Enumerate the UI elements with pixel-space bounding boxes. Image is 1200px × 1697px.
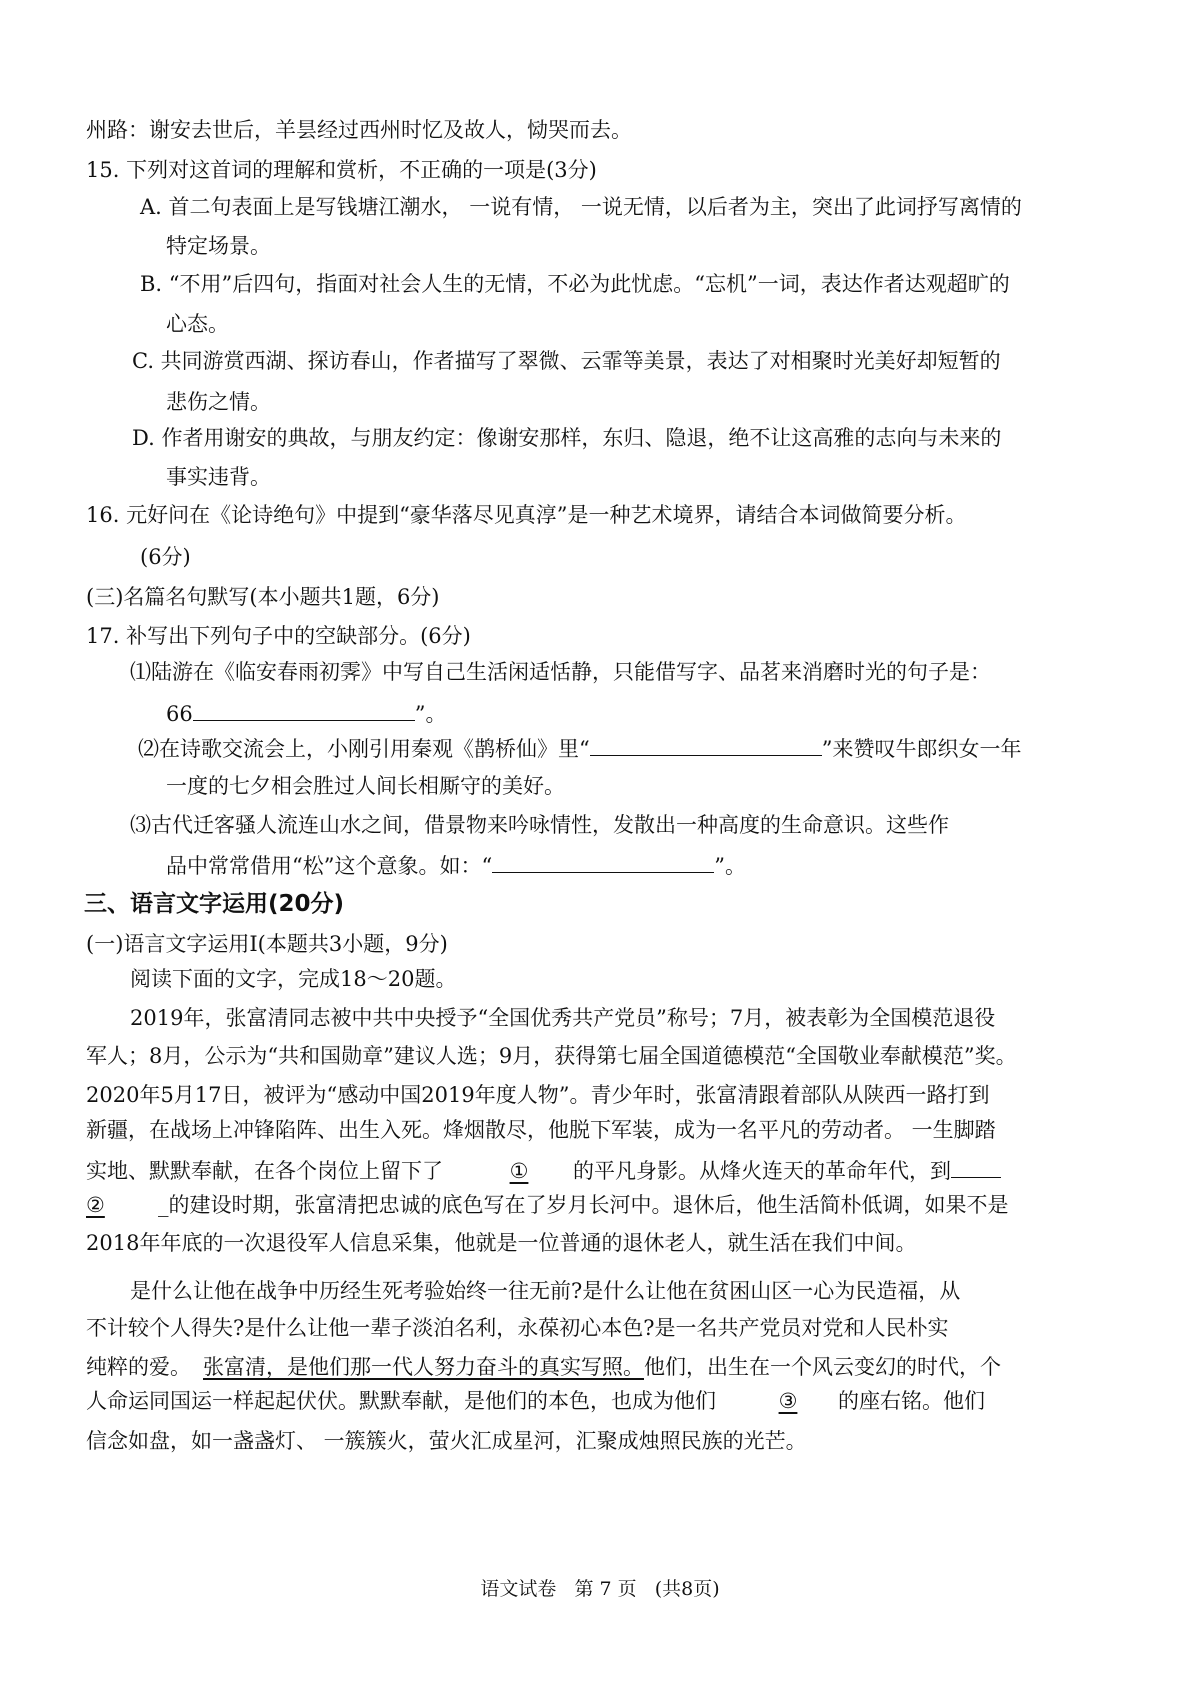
para1-line7: 2018年年底的一次退役军人信息采集，他就是一位普通的退休老人，就生活在我们中间。 [86,1231,917,1255]
q16-line2: (6分) [140,545,191,569]
para1-line6-text: _的建设时期，张富清把忠诚的底色写在了岁月长河中。退休后，他生活简朴低调，如果不是 [158,1193,1009,1217]
blank-2-marker[interactable]: ② [86,1193,105,1217]
q15-option-d-line2: 事实违背。 [166,465,271,489]
para2-line4-text-b: 的座右铭。他们 [838,1389,985,1413]
q17-part1-line2 [166,702,446,725]
para2-line1: 是什么让他在战争中历经生死考验始终一往无前?是什么让他在贫困山区一心为民造福，从 [130,1279,961,1303]
q15-option-c-line2: 悲伤之情。 [166,390,271,414]
blank-2-start[interactable] [951,1159,1001,1178]
underlined-sentence: 张富清，是他们那一代人努力奋斗的真实写照。 [203,1355,644,1379]
para1-line5-text-a: 实地、默默奉献，在各个岗位上留下了 [86,1159,443,1183]
intro-note: 州路：谢安去世后，羊昙经过西州时忆及故人，恸哭而去。 [86,118,632,142]
para2-line4-text-a: 人命运同国运一样起起伏伏。默默奉献，是他们的本色，也成为他们 [86,1389,716,1413]
para1-line3: 2020年5月17日，被评为“感动中国2019年度人物”。青少年时，张富清跟着部队从陕西一路打到 [86,1083,990,1107]
blank-1-marker[interactable]: ① [509,1159,529,1183]
para2-line4 [86,1391,985,1412]
para1-line1: 2019年，张富清同志被中共中央授予“全国优秀共产党员”称号；7月，被表彰为全国模范退役 [130,1006,996,1030]
para1-line5 [86,1159,1001,1182]
page-footer: 语文试卷 第 7 页 (共8页) [480,1578,720,1600]
part3-subheading: (一)语言文字运用Ⅰ(本题共3小题，9分) [86,932,448,956]
part3-heading: 三、语言文字运用(20分) [84,891,345,917]
q17-part1-line1: ⑴陆游在《临安春雨初霁》中写自己生活闲适恬静，只能借写字、品茗来消磨时光的句子是： [130,660,991,684]
q17-part2-line2: 一度的七夕相会胜过人间长相厮守的美好。 [166,774,565,798]
q15-option-a-line2: 特定场景。 [166,234,271,258]
q17-stem: 17. 补写出下列句子中的空缺部分。(6分) [86,624,471,648]
q17-part3-text-b: ”。 [714,854,746,878]
q15-option-c-line1: C. 共同游赏西湖、探访春山，作者描写了翠微、云霏等美景，表达了对相聚时光美好却短暂的 [132,349,1001,373]
para1-line2: 军人；8月，公示为“共和国勋章”建议人选；9月，获得第七届全国道德模范“全国敬业奉献模范”奖。 [86,1044,1017,1068]
q15-option-b-line2: 心态。 [166,312,229,336]
q17-part2-answer-blank[interactable] [590,737,822,756]
blank-3-marker[interactable]: ③ [778,1389,798,1413]
reading-instruction: 阅读下面的文字，完成18～20题。 [130,967,457,991]
q15-stem: 15. 下列对这首词的理解和赏析，不正确的一项是(3分) [86,158,597,182]
q15-option-d-line1: D. 作者用谢安的典故，与朋友约定：像谢安那样，东归、隐退，绝不让这高雅的志向与未来的 [132,426,1002,450]
q16-line1: 16. 元好问在《论诗绝句》中提到“豪华落尽见真淳”是一种艺术境界，请结合本词做简要分析。 [86,503,967,527]
q17-part2-text-a: ⑵在诗歌交流会上，小刚引用秦观《鹊桥仙》里“ [138,737,590,761]
para1-line4: 新疆，在战场上冲锋陷阵、出生入死。烽烟散尽，他脱下军装，成为一名平凡的劳动者。 一生脚踏 [86,1118,996,1142]
q17-part2-text-b: ”来赞叹牛郎织女一年 [821,737,1022,761]
para2-line3-text-b: 他们，出生在一个风云变幻的时代，个 [644,1355,1001,1379]
q17-part3-line2 [166,854,746,877]
para2-line5: 信念如盘，如一盏盏灯、 一簇簇火，萤火汇成星河，汇聚成烛照民族的光芒。 [86,1429,807,1453]
para2-line2: 不计较个人得失?是什么让他一辈子淡泊名利，永葆初心本色?是一名共产党员对党和人民朴实 [86,1316,949,1340]
q17-part1-open-quote: 66 [166,702,193,726]
section3-subheading: (三)名篇名句默写(本小题共1题，6分) [86,585,440,609]
q17-part3-answer-blank[interactable] [492,854,714,873]
para1-line5-text-b: 的平凡身影。从烽火连天的革命年代，到 [573,1159,951,1183]
para1-line6 [86,1195,1009,1216]
q17-part1-answer-blank[interactable] [193,702,415,721]
q17-part3-text-a: 品中常常借用“松”这个意象。如：“ [166,854,493,878]
q17-part2-line1 [138,737,1021,760]
q17-part1-close-quote: ”。 [414,702,447,726]
q15-option-b-line1: B. “不用”后四句，指面对社会人生的无情，不必为此忧虑。“忘机”一词，表达作者达观超旷的 [140,272,1010,296]
q17-part3-line1: ⑶古代迁客骚人流连山水之间，借景物来吟咏情性，发散出一种高度的生命意识。这些作 [130,813,949,837]
para2-line3-text-a: 纯粹的爱。 [86,1355,191,1379]
para2-line3 [86,1357,1001,1378]
q15-option-a-line1: A. 首二句表面上是写钱塘江潮水， 一说有情， 一说无情，以后者为主，突出了此词抒写离情的 [140,195,1022,219]
